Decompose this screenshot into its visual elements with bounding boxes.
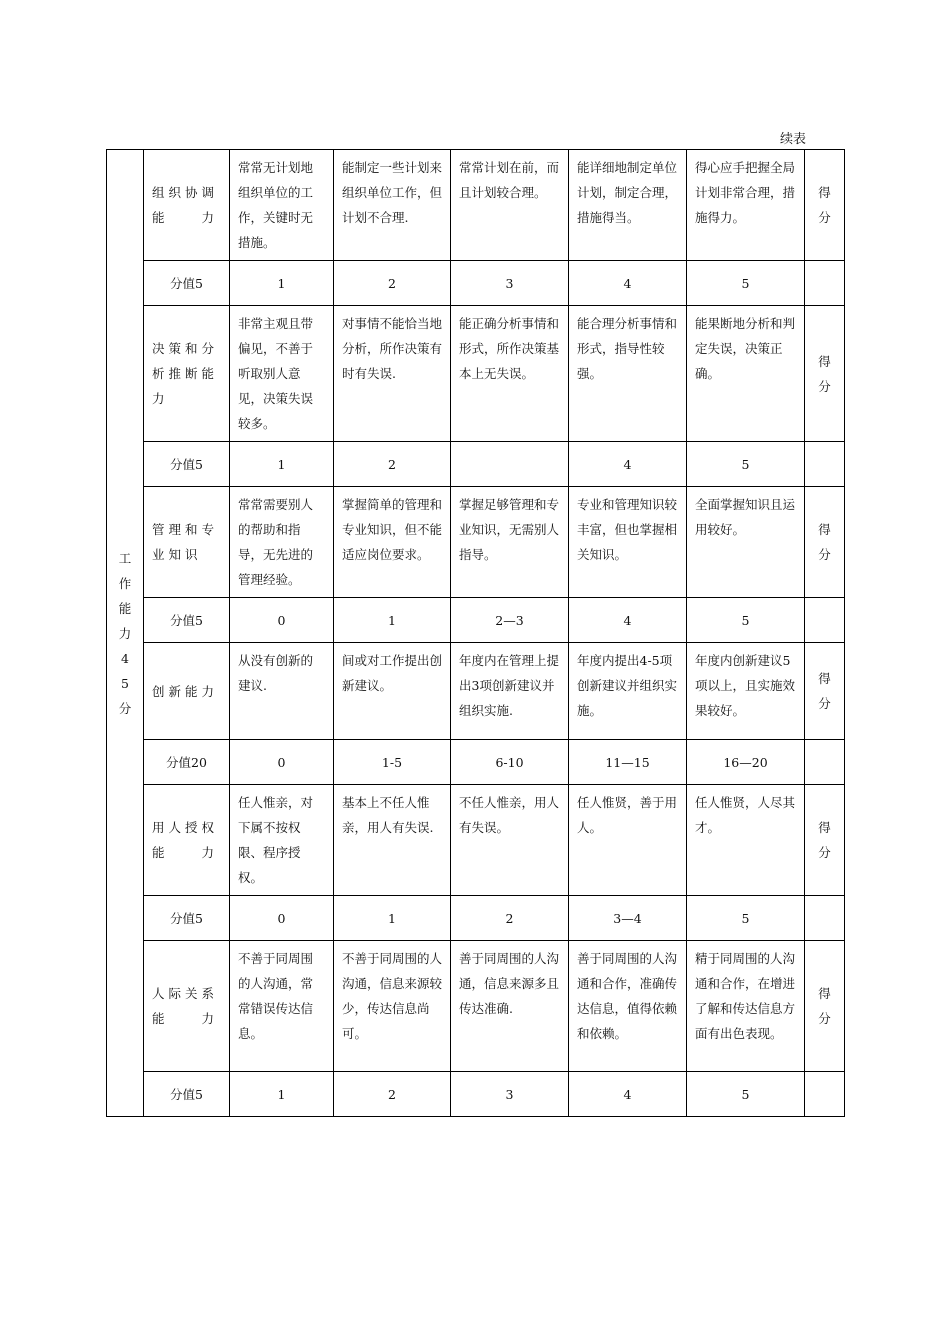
level-cell: 常常无计划地组织单位的工作，关键时无措施。 xyxy=(230,150,334,261)
level-cell: 全面掌握知识且运用较好。 xyxy=(687,487,805,598)
score-value xyxy=(451,442,569,487)
score-value: 0 xyxy=(230,740,334,785)
level-cell: 不任人惟亲，用人有失误。 xyxy=(451,785,569,896)
score-value: 2 xyxy=(334,1072,451,1117)
level-cell: 年度内提出4-5项创新建议并组织实施。 xyxy=(569,643,687,740)
level-cell: 善于同周围的人沟通，信息来源多且传达准确. xyxy=(451,941,569,1072)
level-cell: 能正确分析事情和形式，所作决策基本上无失误。 xyxy=(451,306,569,442)
table-row xyxy=(107,306,845,442)
level-cell: 任人惟贤，善于用人。 xyxy=(569,785,687,896)
table-row xyxy=(107,740,845,785)
table-row xyxy=(107,1072,845,1117)
score-value: 5 xyxy=(687,896,805,941)
score-label: 得分 xyxy=(818,522,831,562)
score-value-label: 分值20 xyxy=(144,740,230,785)
score-label: 得分 xyxy=(818,671,831,711)
score-value: 1 xyxy=(230,442,334,487)
score-entry-cell[interactable] xyxy=(805,442,845,487)
level-cell: 善于同周围的人沟通和合作，准确传达信息，值得依赖和依赖。 xyxy=(569,941,687,1072)
score-value-label: 分值5 xyxy=(144,261,230,306)
score-value: 2 xyxy=(334,261,451,306)
criterion-cell: 组织协调能 力 xyxy=(144,150,230,261)
level-cell: 对事情不能恰当地分析，所作决策有时有失误. xyxy=(334,306,451,442)
score-value: 4 xyxy=(569,598,687,643)
table-body xyxy=(107,150,845,1117)
level-cell: 得心应手把握全局计划非常合理，措施得力。 xyxy=(687,150,805,261)
score-entry-cell[interactable] xyxy=(805,1072,845,1117)
criterion-cell: 用人授权能 力 xyxy=(144,785,230,896)
level-cell: 间或对工作提出创新建议。 xyxy=(334,643,451,740)
category-cell xyxy=(107,150,144,1117)
table-row xyxy=(107,785,845,896)
level-cell: 年度内创新建议5项以上，且实施效果较好。 xyxy=(687,643,805,740)
criterion-cell: 决策和分析推断能力 xyxy=(144,306,230,442)
level-cell: 不善于同周围的人沟通，常常错误传达信息。 xyxy=(230,941,334,1072)
score-label-cell xyxy=(805,306,845,442)
level-cell: 掌握简单的管理和专业知识，但不能适应岗位要求。 xyxy=(334,487,451,598)
score-entry-cell[interactable] xyxy=(805,740,845,785)
score-value: 11—15 xyxy=(569,740,687,785)
level-cell: 任人惟贤，人尽其才。 xyxy=(687,785,805,896)
score-label-cell xyxy=(805,487,845,598)
score-value: 3 xyxy=(451,1072,569,1117)
score-label-cell xyxy=(805,941,845,1072)
score-value: 4 xyxy=(569,1072,687,1117)
level-cell: 从没有创新的建议. xyxy=(230,643,334,740)
score-value: 3—4 xyxy=(569,896,687,941)
score-value: 16—20 xyxy=(687,740,805,785)
level-cell: 不善于同周围的人沟通，信息来源较少，传达信息尚可。 xyxy=(334,941,451,1072)
level-cell: 年度内在管理上提出3项创新建议并组织实施. xyxy=(451,643,569,740)
continued-label: 续表 xyxy=(780,132,807,147)
score-label: 得分 xyxy=(818,986,831,1026)
table-row xyxy=(107,442,845,487)
table-row xyxy=(107,150,845,261)
criterion-cell: 人际关系能 力 xyxy=(144,941,230,1072)
score-value: 5 xyxy=(687,1072,805,1117)
table-row xyxy=(107,261,845,306)
score-value: 2 xyxy=(334,442,451,487)
level-cell: 基本上不任人惟亲，用人有失误. xyxy=(334,785,451,896)
score-value-label: 分值5 xyxy=(144,442,230,487)
table-row xyxy=(107,598,845,643)
score-value: 1 xyxy=(230,261,334,306)
score-value: 5 xyxy=(687,442,805,487)
level-cell: 能详细地制定单位计划，制定合理，措施得当。 xyxy=(569,150,687,261)
score-value-label: 分值5 xyxy=(144,896,230,941)
table-row xyxy=(107,941,845,1072)
score-label: 得分 xyxy=(818,185,831,225)
score-value: 0 xyxy=(230,598,334,643)
evaluation-table xyxy=(106,149,845,1117)
score-label: 得分 xyxy=(818,353,831,394)
score-value-label: 分值5 xyxy=(144,1072,230,1117)
level-cell: 能制定一些计划来组织单位工作，但计划不合理. xyxy=(334,150,451,261)
table-row xyxy=(107,896,845,941)
level-cell: 专业和管理知识较丰富，但也掌握相关知识。 xyxy=(569,487,687,598)
score-value: 6-10 xyxy=(451,740,569,785)
score-value: 4 xyxy=(569,261,687,306)
criterion-cell: 创新能力 xyxy=(144,643,230,740)
score-value: 1 xyxy=(334,896,451,941)
table-row xyxy=(107,487,845,598)
score-value: 0 xyxy=(230,896,334,941)
score-value: 2—3 xyxy=(451,598,569,643)
score-value: 3 xyxy=(451,261,569,306)
level-cell: 能合理分析事情和形式，指导性较强。 xyxy=(569,306,687,442)
score-value: 1 xyxy=(334,598,451,643)
score-entry-cell[interactable] xyxy=(805,598,845,643)
level-cell: 掌握足够管理和专业知识，无需别人指导。 xyxy=(451,487,569,598)
table-row xyxy=(107,643,845,740)
level-cell: 能果断地分析和判定失误，决策正确。 xyxy=(687,306,805,442)
score-value: 4 xyxy=(569,442,687,487)
level-cell: 任人惟亲，对下属不按权限、程序授权。 xyxy=(230,785,334,896)
score-value: 1-5 xyxy=(334,740,451,785)
score-label: 得分 xyxy=(818,820,831,860)
score-value: 1 xyxy=(230,1072,334,1117)
level-cell: 常常需要别人的帮助和指导，无先进的管理经验。 xyxy=(230,487,334,598)
score-value-label: 分值5 xyxy=(144,598,230,643)
score-label-cell xyxy=(805,643,845,740)
score-entry-cell[interactable] xyxy=(805,261,845,306)
criterion-cell: 管理和专业知识 xyxy=(144,487,230,598)
score-value: 2 xyxy=(451,896,569,941)
level-cell: 非常主观且带偏见，不善于听取别人意见，决策失误较多。 xyxy=(230,306,334,442)
level-cell: 精于同周围的人沟通和合作，在增进了解和传达信息方面有出色表现。 xyxy=(687,941,805,1072)
score-label-cell xyxy=(805,150,845,261)
score-label-cell xyxy=(805,785,845,896)
category-label: 工作能力45分 xyxy=(118,550,132,716)
score-value: 5 xyxy=(687,598,805,643)
score-entry-cell[interactable] xyxy=(805,896,845,941)
level-cell: 常常计划在前，而且计划较合理。 xyxy=(451,150,569,261)
score-value: 5 xyxy=(687,261,805,306)
